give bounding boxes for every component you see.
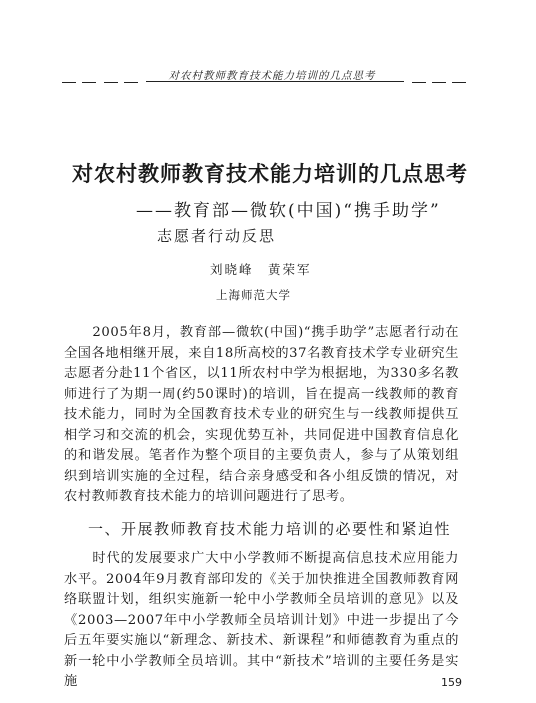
affiliation: 上海师范大学 <box>216 288 291 302</box>
header-dash <box>82 82 96 83</box>
section-heading-1: 一、开展教师教育技术能力培训的必要性和紧迫性 <box>88 520 452 538</box>
article-title: 对农村教师教育技术能力培训的几点思考 <box>72 161 468 186</box>
page-number: 159 <box>441 676 462 689</box>
running-header <box>62 62 462 84</box>
running-title: 对农村教师教育技术能力培训的几点思考 <box>168 70 376 82</box>
header-dash <box>104 82 118 83</box>
header-dash <box>432 82 446 83</box>
header-dash <box>452 82 466 83</box>
body-paragraph-1: 2005年8月，教育部—微软(中国)“携手助学”志愿者行动在全国各地相继开展，来自18所高校的37名教育技术学专业研究生志愿者分赴11个省区，以11所农村中学为根据地，为330多名教师进行了为期一周(约50课时)的培训，旨在提高一线教师的教育技术能力，同时为全国教育技术专业的研究生与一线教师提供互相学习和交流的机会，实现优势互补，共同促进中国教育信息化的和谐发展。笔者作为整个项目的主要负责人，参与了从策划组织到培训实施的全过程，结合亲身感受和各小组反馈的情况，对农村教师教育技术能力的培训问题进行了思考。 <box>64 325 459 504</box>
article-subtitle-line1: ——教育部—微软(中国)“携手助学” <box>136 201 441 221</box>
article-subtitle-line2: 志愿者行动反思 <box>157 227 277 245</box>
header-dash <box>62 82 76 83</box>
authors: 刘晓峰 黄荣军 <box>210 262 312 277</box>
header-dash <box>124 82 138 83</box>
header-dash <box>412 82 426 83</box>
body-paragraph-2: 时代的发展要求广大中小学教师不断提高信息技术应用能力水平。2004年9月教育部印发的《关于加快推进全国教师教育网络联盟计划，组织实施新一轮中小学教师全员培训的意见》以及《2003—2007年中小学教师全员培训计划》中进一步提出了今后五年要实施以“新理念、新技术、新课程”和师德教育为重点的新一轮中小学教师全员培训。其中“新技术”培训的主要任务是实施 <box>64 551 459 689</box>
